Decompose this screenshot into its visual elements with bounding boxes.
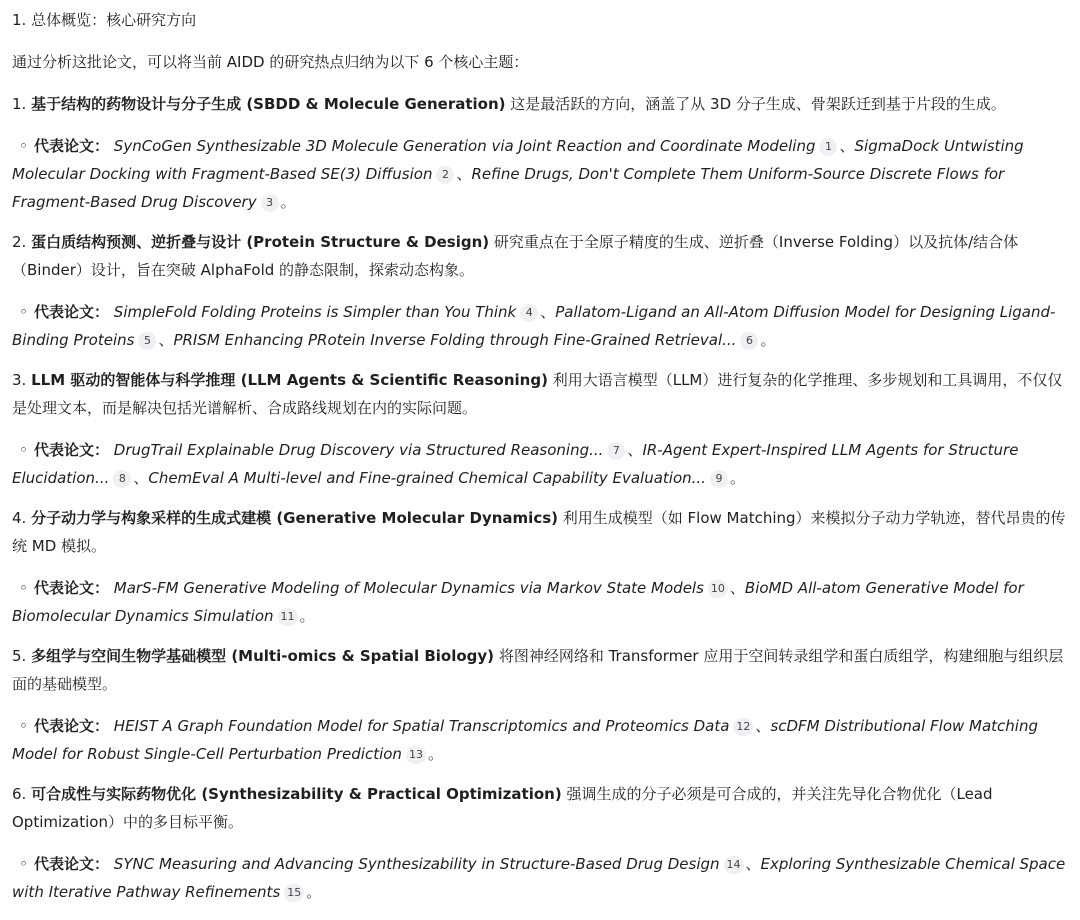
citation-badge[interactable]: 6 [740, 332, 758, 350]
paper-title: Pallatom-Ligand an All-Atom Diffusion Model for Designing Ligand-Binding Proteins [12, 303, 1056, 349]
section-heading: 1. 总体概览：核心研究方向 [12, 11, 197, 29]
representative-papers-label: 代表论文： [34, 579, 110, 597]
topic-number: 5. [12, 647, 27, 665]
citation-badge[interactable]: 12 [733, 718, 753, 736]
paper-title: IR-Agent Expert-Inspired LLM Agents for Structure Elucidation... [12, 441, 1019, 487]
topic-description: 强调生成的分子必须是可合成的，并关注先导化合物优化（Lead Optimization）中的多目标平衡。 [12, 785, 993, 831]
end-mark: 。 [306, 883, 322, 901]
topic-number: 1. [12, 95, 27, 113]
representative-papers-label: 代表论文： [34, 303, 110, 321]
topic-4-papers [12, 574, 1066, 630]
topic-description: 这是最活跃的方向，涵盖了从 3D 分子生成、骨架跃迁到基于片段的生成。 [510, 95, 1006, 113]
bullet-icon: ◦ [19, 579, 28, 597]
citation-badge[interactable]: 2 [436, 166, 454, 184]
citation-badge[interactable]: 9 [710, 470, 728, 488]
separator: 、 [729, 579, 745, 597]
paper-title: SYNC Measuring and Advancing Synthesizability in Structure-Based Drug Design [113, 855, 720, 873]
topic-5 [12, 642, 1066, 698]
separator: 、 [158, 331, 174, 349]
topic-4 [12, 504, 1066, 560]
paper-title: SimpleFold Folding Proteins is Simpler than You Think [113, 303, 517, 321]
intro-text: 通过分析这批论文，可以将当前 AIDD 的研究热点归纳为以下 6 个核心主题： [12, 53, 529, 71]
topic-description: 利用大语言模型（LLM）进行复杂的化学推理、多步规划和工具调用，不仅仅是处理文本，而是解决包括光谱解析、合成路线规划在内的实际问题。 [12, 371, 1063, 417]
paper-title: BioMD All-atom Generative Model for Biomolecular Dynamics Simulation [12, 579, 1024, 625]
citation-badge[interactable]: 10 [708, 580, 728, 598]
topic-title: 多组学与空间生物学基础模型 (Multi-omics & Spatial Biology) [31, 647, 495, 665]
topic-2-papers [12, 298, 1066, 354]
separator: 、 [133, 469, 149, 487]
citation-badge[interactable]: 8 [113, 470, 131, 488]
paper-title: PRISM Enhancing PRotein Inverse Folding through Fine-Grained Retrieval... [173, 331, 737, 349]
topic-title: 可合成性与实际药物优化 (Synthesizability & Practical Optimization) [31, 785, 562, 803]
separator: 、 [839, 137, 855, 155]
citation-badge[interactable]: 1 [819, 138, 837, 156]
end-mark: 。 [280, 193, 296, 211]
end-mark: 。 [427, 745, 443, 763]
paper-title: DrugTrail Explainable Drug Discovery via Structured Reasoning... [113, 441, 604, 459]
topic-title: 蛋白质结构预测、逆折叠与设计 (Protein Structure & Design) [31, 233, 490, 251]
separator: 、 [456, 165, 472, 183]
paper-title: MarS-FM Generative Modeling of Molecular Dynamics via Markov State Models [113, 579, 704, 597]
paper-title: scDFM Distributional Flow Matching Model for Robust Single-Cell Perturbation Prediction [12, 717, 1038, 763]
topic-description: 利用生成模型（如 Flow Matching）来模拟分子动力学轨迹，替代昂贵的传统 MD 模拟。 [12, 509, 1066, 555]
topic-description: 将图神经网络和 Transformer 应用于空间转录组学和蛋白质组学，构建细胞与组织层面的基础模型。 [12, 647, 1064, 693]
topic-title: 分子动力学与构象采样的生成式建模 (Generative Molecular Dynamics) [31, 509, 558, 527]
separator: 、 [755, 717, 771, 735]
topic-number: 2. [12, 233, 27, 251]
topic-1-papers [12, 132, 1066, 216]
end-mark: 。 [760, 331, 776, 349]
topic-number: 4. [12, 509, 27, 527]
bullet-icon: ◦ [19, 855, 28, 873]
topic-5-papers [12, 712, 1066, 768]
separator: 、 [540, 303, 556, 321]
representative-papers-label: 代表论文： [34, 717, 110, 735]
representative-papers-label: 代表论文： [34, 441, 110, 459]
paper-title: HEIST A Graph Foundation Model for Spatial Transcriptomics and Proteomics Data [113, 717, 730, 735]
topic-3 [12, 366, 1066, 422]
citation-badge[interactable]: 15 [284, 884, 304, 902]
end-mark: 。 [299, 607, 315, 625]
bullet-icon: ◦ [19, 303, 28, 321]
topic-number: 3. [12, 371, 27, 389]
separator: 、 [627, 441, 643, 459]
topic-title: LLM 驱动的智能体与科学推理 (LLM Agents & Scientific Reasoning) [31, 371, 548, 389]
topic-description: 研究重点在于全原子精度的生成、逆折叠（Inverse Folding）以及抗体/结合体（Binder）设计，旨在突破 AlphaFold 的静态限制，探索动态构象。 [12, 233, 1019, 279]
citation-badge[interactable]: 4 [520, 304, 538, 322]
paper-title: ChemEval A Multi-level and Fine-grained Chemical Capability Evaluation... [148, 469, 706, 487]
citation-badge[interactable]: 5 [138, 332, 156, 350]
bullet-icon: ◦ [19, 441, 28, 459]
topic-6-papers [12, 850, 1066, 906]
citation-badge[interactable]: 7 [607, 442, 625, 460]
citation-badge[interactable]: 13 [406, 746, 426, 764]
end-mark: 。 [729, 469, 745, 487]
citation-badge[interactable]: 3 [261, 194, 279, 212]
representative-papers-label: 代表论文： [34, 855, 110, 873]
topic-number: 6. [12, 785, 27, 803]
topic-3-papers [12, 436, 1066, 492]
topic-1 [12, 90, 1066, 118]
topic-2 [12, 228, 1066, 284]
separator: 、 [745, 855, 761, 873]
paper-title: Exploring Synthesizable Chemical Space with Iterative Pathway Refinements [12, 855, 1066, 901]
bullet-icon: ◦ [19, 717, 28, 735]
topic-6 [12, 780, 1066, 836]
bullet-icon: ◦ [19, 137, 28, 155]
paper-title: Refine Drugs, Don't Complete Them Uniform-Source Discrete Flows for Fragment-Based Drug Discovery [12, 165, 1005, 211]
representative-papers-label: 代表论文： [34, 137, 110, 155]
citation-badge[interactable]: 11 [278, 608, 298, 626]
paper-title: SynCoGen Synthesizable 3D Molecule Generation via Joint Reaction and Coordinate Modeling [113, 137, 816, 155]
citation-badge[interactable]: 14 [724, 856, 744, 874]
paper-title: SigmaDock Untwisting Molecular Docking with Fragment-Based SE(3) Diffusion [12, 137, 1024, 183]
topic-title: 基于结构的药物设计与分子生成 (SBDD & Molecule Generation) [31, 95, 506, 113]
